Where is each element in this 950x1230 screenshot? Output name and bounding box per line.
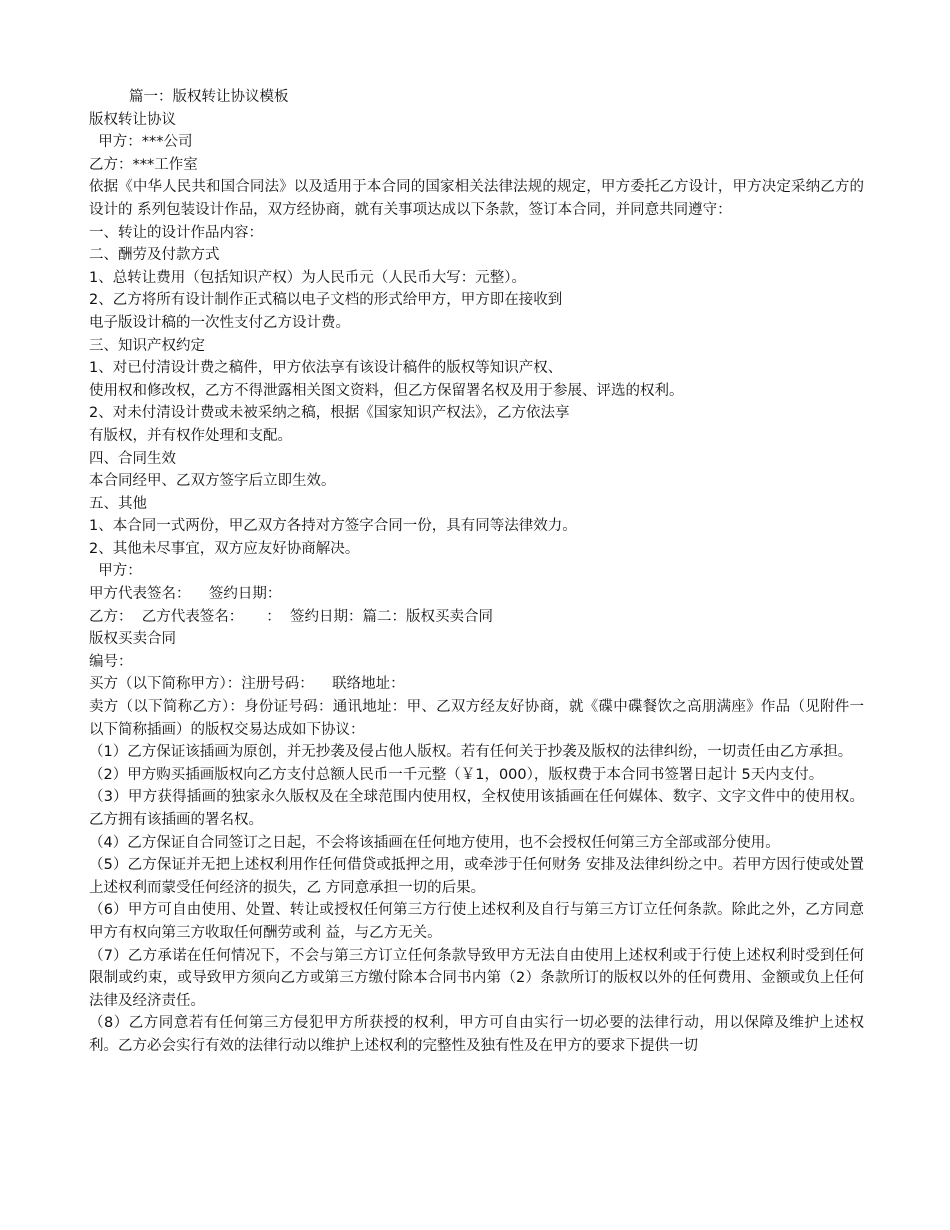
document-line: 甲方代表签名： 签约日期：	[89, 586, 282, 603]
document-line: 2、乙方将所有设计制作正式稿以电子文档的形式给甲方，甲方即在接收到	[89, 292, 563, 309]
document-line: 四、合同生效	[89, 450, 176, 467]
document-line: 使用权和修改权，乙方不得泄露相关图文资料，但乙方保留署名权及用于参展、评选的权利。	[89, 382, 684, 399]
document-line: 1、总转让费用（包括知识产权）为人民币元（人民币大写：元整）。	[89, 269, 526, 286]
document-line: 二、酬劳及付款方式	[89, 247, 220, 264]
document-line: 一、转让的设计作品内容：	[89, 224, 263, 241]
document-line: 电子版设计稿的一次性支付乙方设计费。	[89, 314, 350, 331]
document-line: （7）乙方承诺在任何情况下，不会与第三方订立任何条款导致甲方无法自由使用上述权利或于行使上述权利时受到任何限制或约束，或导致甲方须向乙方或第三方缴付除本合同书内第（2）条款所订的版权以外的任何费用、金额或负上任何法律及经济责任。	[89, 947, 864, 1009]
document-line: （5）乙方保证并无把上述权利用作任何借贷或抵押之用，或牵涉于任何财务 安排及法律纠纷之中。若甲方因行使或处置上述权利而蒙受任何经济的损失，乙 方同意承担一切的后果。	[89, 857, 864, 896]
document-line: （2）甲方购买插画版权向乙方支付总额人民币一千元整（￥1，000），版权费于本合同书签署日起计 5天内支付。	[89, 766, 824, 783]
document-line: 买方（以下简称甲方）：注册号码： 联络地址：	[89, 676, 405, 693]
document-line: （6）甲方可自由使用、处置、转让或授权任何第三方行使上述权利及自行与第三方订立任何条款。除此之外，乙方同意甲方有权向第三方收取任何酬劳或利 益，与乙方无关。	[89, 902, 864, 941]
document-line: 篇一：版权转让协议模板	[129, 89, 289, 105]
document-line: 乙方：***工作室	[89, 156, 198, 173]
document-line: 2、其他未尽事宜，双方应友好协商解决。	[89, 540, 360, 557]
document-line: 编号：	[89, 653, 133, 670]
document-line: 本合同经甲、乙双方签字后立即生效。	[89, 473, 336, 490]
document-body	[89, 86, 864, 1058]
document-line: 版权买卖合同	[89, 631, 176, 648]
document-line: 三、知识产权约定	[89, 337, 205, 354]
document-line: 五、其他	[89, 495, 147, 512]
document-line: （3）甲方获得插画的独家永久版权及在全球范围内使用权，全权使用该插画在任何媒体、数字、文字文件中的使用权。乙方拥有该插画的署名权。	[89, 789, 864, 828]
document-line: 1、对已付清设计费之稿件，甲方依法享有该设计稿件的版权等知识产权、	[89, 360, 563, 377]
document-line: （8）乙方同意若有任何第三方侵犯甲方所获授的权利，甲方可自由实行一切必要的法律行动，用以保障及维护上述权利。乙方必会实行有效的法律行动以维护上述权利的完整性及独有性及在甲方的要求下提供一切	[89, 1015, 864, 1054]
document-line: 1、本合同一式两份，甲乙双方各持对方签字合同一份，具有同等法律效力。	[89, 518, 577, 535]
document-line: 版权转让协议	[89, 111, 176, 128]
document-line: 甲方：	[89, 563, 142, 580]
document-line: （1）乙方保证该插画为原创，并无抄袭及侵占他人版权。若有任何关于抄袭及版权的法律纠纷，一切责任由乙方承担。	[89, 744, 853, 761]
document-line: 依据《中华人民共和国合同法》以及适用于本合同的国家相关法律法规的规定，甲方委托乙方设计，甲方决定采纳乙方的设计的 系列包装设计作品，双方经协商，就有关事项达成以下条款，签订本合同，并同意共同遵守：	[89, 179, 864, 218]
document-line: 2、对未付清设计费或未被采纳之稿，根据《国家知识产权法》，乙方依法享	[89, 405, 570, 422]
document-line: 有版权，并有权作处理和支配。	[89, 427, 292, 444]
document-line: 甲方：***公司	[89, 134, 193, 151]
document-line: 乙方： 乙方代表签名： ： 签约日期：篇二：版权买卖合同	[89, 608, 493, 625]
document-line: 卖方（以下简称乙方）：身份证号码：通讯地址：甲、乙双方经友好协商，就《碟中碟餐饮之高朋满座》作品（见附件一 以下简称插画）的版权交易达成如下协议：	[89, 699, 864, 738]
document-line: （4）乙方保证自合同签订之日起，不会将该插画在任何地方使用，也不会授权任何第三方全部或部分使用。	[89, 834, 780, 851]
